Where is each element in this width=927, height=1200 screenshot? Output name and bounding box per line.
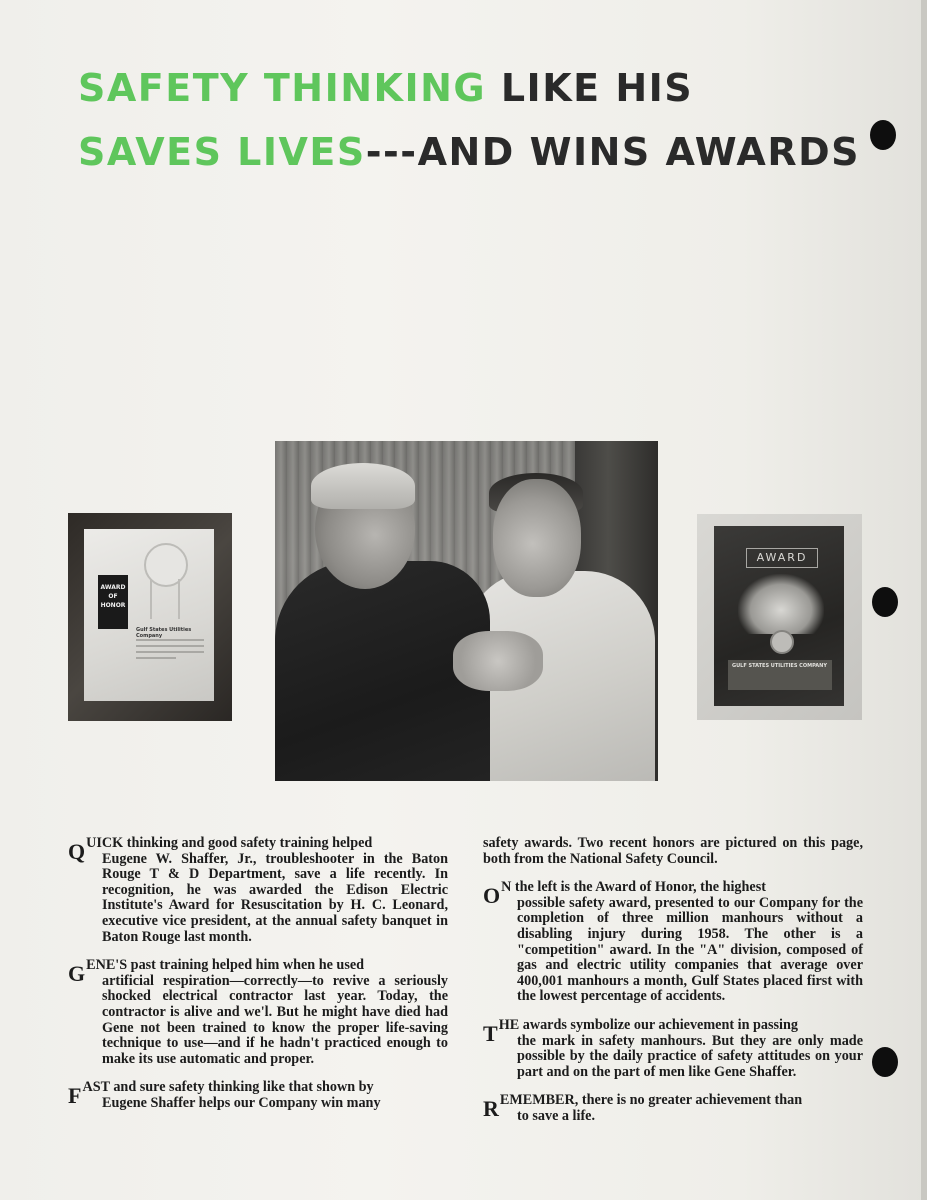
paragraph-fast-and-sure xyxy=(68,1080,448,1111)
presenter-hair xyxy=(311,463,415,509)
headline-green-1: SAFETY THINKING xyxy=(78,66,487,110)
drop-cap: Q xyxy=(68,839,86,864)
recipient-head xyxy=(493,479,581,597)
plaque-fine-print xyxy=(136,639,204,663)
headline-black-1: LIKE HIS xyxy=(500,66,694,110)
competition-award-plaque-photo xyxy=(697,514,862,720)
plaque-face xyxy=(84,529,214,701)
paragraph-first-line: N the left is the Award of Honor, the highest xyxy=(501,879,766,896)
rosette-ribbon-icon xyxy=(150,579,180,619)
paragraph-first-line: EMEMBER, there is no greater achievement than xyxy=(499,1092,803,1109)
paragraph-body: Eugene Shaffer helps our Company win many xyxy=(102,1094,381,1111)
plaque-face-dark xyxy=(714,526,844,706)
page-edge xyxy=(921,0,927,1200)
eagle-icon xyxy=(738,574,824,634)
drop-cap: O xyxy=(483,883,501,909)
headline-green-2: SAVES LIVES xyxy=(78,130,366,174)
award-banner: AWARD xyxy=(746,548,818,568)
binder-hole-middle xyxy=(872,587,898,617)
paragraph-awards-symbolize xyxy=(483,1018,863,1080)
paragraph-first-line: ENE'S past training helped him when he used xyxy=(86,957,365,974)
binder-hole-top xyxy=(870,120,896,150)
award-ribbon-label: AWARD OF HONOR xyxy=(98,575,128,629)
paragraph-first-line: UICK thinking and good safety training helped xyxy=(86,835,373,851)
paragraph-first-line: AST and sure safety thinking like that shown by xyxy=(82,1079,374,1096)
paragraph-first-line: HE awards symbolize our achievement in passing xyxy=(498,1016,798,1033)
plaque-company-name: Gulf States Utilities Company xyxy=(136,627,192,639)
paragraph-body: possible safety award, presented to our Company for the completion of three million manhours without a disabling injury during 1958. The other is a "competition" award. In the "A" division, composed of gas and electric utility companies that average over 400,001 manhours a month, Gulf States placed first with the lowest percentage of accidents. xyxy=(517,894,863,1005)
headline-line-2 xyxy=(78,130,860,174)
paragraph-body: the mark in safety manhours. But they are only made possible by the daily practice of safety attitudes on your part and on the part of men like Gene Shaffer. xyxy=(517,1032,863,1080)
paragraph-remember xyxy=(483,1093,863,1124)
paragraph-quick-thinking xyxy=(68,836,448,945)
drop-cap: G xyxy=(68,961,86,987)
article-column-right xyxy=(483,836,863,1138)
paragraph-genes-training xyxy=(68,958,448,1067)
drop-cap: T xyxy=(483,1020,498,1046)
plate-company-name: GULF STATES UTILITIES COMPANY xyxy=(732,663,827,669)
award-presentation-photo xyxy=(275,441,658,781)
pinning-hands xyxy=(453,631,543,691)
binder-hole-bottom xyxy=(872,1047,898,1077)
drop-cap: R xyxy=(483,1096,499,1122)
paragraph-body: artificial respiration—correctly—to revive a seriously shocked electrical contractor last year. Today, the contractor is alive and we'l. But he might have died had Gene not been trained to know the proper life-saving technique to use—and if he hadn't practiced enough to make its use automatic and proper. xyxy=(102,972,448,1067)
award-of-honor-plaque-photo xyxy=(68,513,232,721)
headline-black-2: ---AND WINS AWARDS xyxy=(365,130,861,174)
paragraph-award-of-honor xyxy=(483,880,863,1005)
medallion-icon xyxy=(770,630,794,654)
paragraph-body: Eugene W. Shaffer, Jr., troubleshooter in the Baton Rouge T & D Department, save a life recently. In recognition, he was awarded the Edison Electric Institute's Award for Resuscitation by H. C. Leonard, executive vice president, at the annual safety banquet in Baton Rouge last month. xyxy=(102,850,448,945)
paragraph-body: to save a life. xyxy=(517,1107,596,1124)
drop-cap: F xyxy=(68,1083,82,1109)
paragraph-safety-awards: safety awards. Two recent honors are pictured on this page, both from the National Safety Council. xyxy=(483,835,863,867)
article-column-left xyxy=(68,836,448,1125)
headline-line-1 xyxy=(78,66,693,110)
